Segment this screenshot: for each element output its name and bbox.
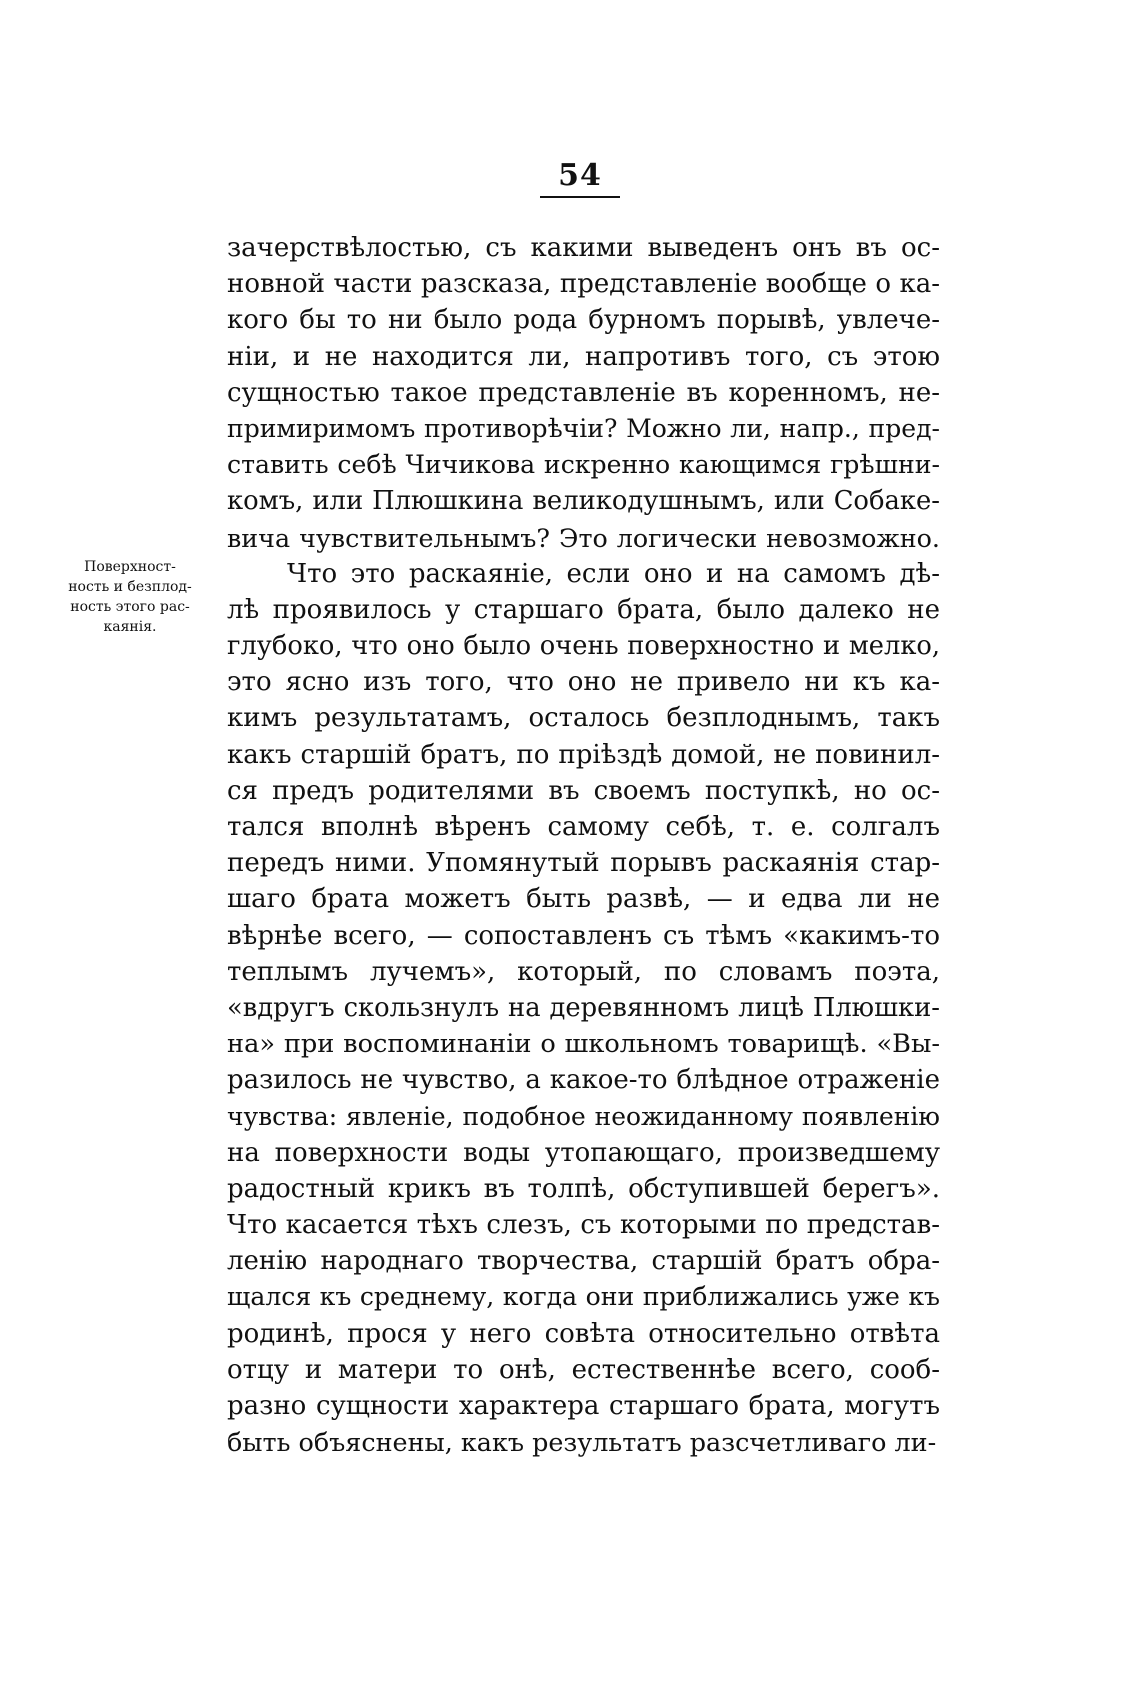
text-line: быть объяснены, какъ результатъ разсчетливаго ли- — [227, 1427, 937, 1458]
text-line: лѣ проявилось у старшаго брата, было далеко не — [227, 594, 940, 625]
body-text — [227, 230, 940, 1460]
text-line: какъ старшій братъ, по пріѣздѣ домой, не повинил- — [227, 739, 940, 770]
text-line: ленію народнаго творчества, старшій братъ обра- — [227, 1246, 940, 1277]
text-line: отцу и матери то онѣ, естественнѣе всего, сооб- — [227, 1354, 940, 1385]
text-line: примиримомъ противорѣчіи? Можно ли, напр., пред- — [227, 413, 940, 443]
text-line: щался къ среднему, когда они приближались уже къ — [227, 1282, 940, 1312]
text-line: тался вполнѣ вѣренъ самому себѣ, т. е. солгалъ — [227, 812, 940, 842]
text-line: зачерствѣлостью, съ какими выведенъ онъ въ ос- — [227, 233, 940, 263]
text-line: глубоко, что оно было очень поверхностно и мелко, — [227, 631, 940, 662]
text-line: новной части разсказа, представленіе вообще о ка- — [227, 269, 940, 300]
page-number-rule — [540, 196, 620, 198]
paragraph-start-line: Что это раскаяніе, если оно и на самомъ дѣ- — [287, 558, 940, 589]
text-line: вѣрнѣе всего, — сопоставленъ съ тѣмъ «какимъ-то — [227, 920, 940, 951]
text-line: ставить себѣ Чичикова искренно кающимся грѣшни- — [227, 450, 940, 480]
margin-note-line: Поверхност- — [84, 559, 176, 575]
text-line: комъ, или Плюшкина великодушнымъ, или Собаке- — [227, 486, 940, 517]
margin-note-line: ность этого рас- — [70, 599, 190, 615]
text-line: теплымъ лучемъ», который, по словамъ поэта, — [227, 956, 940, 987]
text-line: разно сущности характера старшаго брата, могутъ — [227, 1391, 940, 1421]
text-line: на» при воспоминаніи о школьномъ товарищѣ. «Вы- — [227, 1029, 940, 1060]
text-line: кого бы то ни было рода бурномъ порывѣ, увлече- — [227, 305, 940, 336]
text-line: передъ ними. Упомянутый порывъ раскаянія стар- — [227, 848, 940, 879]
text-line: ніи, и не находится ли, напротивъ того, съ этою — [227, 341, 940, 372]
text-line: «вдругъ скользнулъ на деревянномъ лицѣ Плюшки- — [227, 992, 940, 1023]
text-line: Что касается тѣхъ слезъ, съ которыми по представ- — [227, 1210, 940, 1241]
text-line: шаго брата можетъ быть развѣ, — и едва ли не — [227, 884, 940, 915]
text-line: родинѣ, прося у него совѣта относительно отвѣта — [227, 1318, 940, 1349]
text-line: ся предъ родителями въ своемъ поступкѣ, но ос- — [227, 775, 940, 806]
text-line: это ясно изъ того, что оно не привело ни къ ка- — [227, 667, 940, 698]
page-number: 54 — [558, 158, 602, 193]
text-line: на поверхности воды утопающаго, произведшему — [227, 1137, 940, 1168]
text-line: сущностью такое представленіе въ коренномъ, не- — [227, 377, 940, 408]
text-line: разилось не чувство, а какое-то блѣдное отраженіе — [227, 1065, 940, 1096]
margin-note-line: ность и безплод- — [68, 579, 192, 595]
margin-note — [60, 557, 200, 637]
text-line: вича чувствительнымъ? Это логически невозможно. — [227, 522, 940, 553]
text-line: кимъ результатамъ, осталось безплоднымъ, такъ — [227, 703, 940, 734]
text-line: чувства: явленіе, подобное неожиданному появленію — [227, 1101, 940, 1131]
margin-note-line: каянія. — [103, 619, 157, 635]
text-line: радостный крикъ въ толпѣ, обступившей берегъ». — [227, 1173, 940, 1204]
